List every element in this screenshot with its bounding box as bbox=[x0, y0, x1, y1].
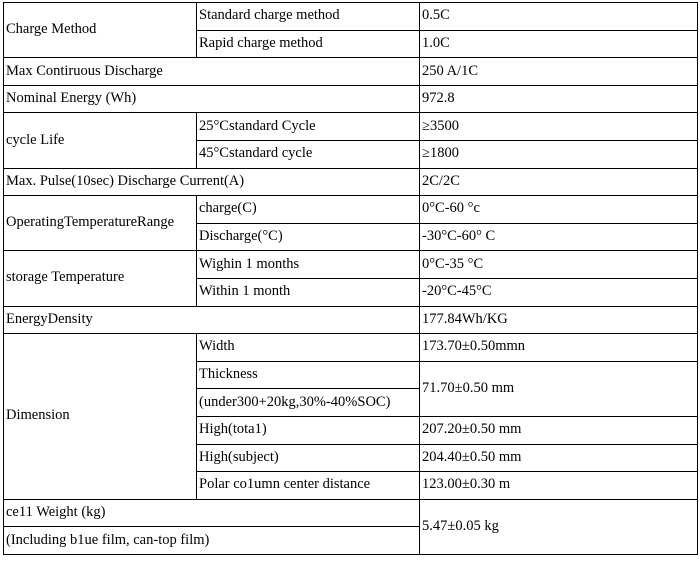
thickness-label: Thickness bbox=[197, 361, 420, 389]
standard-charge-value: 0.5C bbox=[420, 3, 698, 31]
high-subject-value: 204.40±0.50 mm bbox=[420, 444, 698, 472]
cell-weight-label: ce11 Weight (kg) bbox=[4, 499, 420, 527]
storage-row1-label: Wighin 1 months bbox=[197, 251, 420, 279]
table-row bbox=[4, 499, 698, 527]
rapid-charge-value: 1.0C bbox=[420, 30, 698, 58]
table-row bbox=[4, 334, 698, 362]
table-row bbox=[4, 113, 698, 141]
rapid-charge-label: Rapid charge method bbox=[197, 30, 420, 58]
high-subject-label: High(subject) bbox=[197, 444, 420, 472]
cell-weight-note: (Including b1ue film, can-top film) bbox=[4, 527, 420, 555]
operating-temp-label: OperatingTemperatureRange bbox=[4, 196, 197, 251]
thickness-note: (under300+20kg,30%-40%SOC) bbox=[197, 389, 420, 417]
operating-discharge-value: -30°C-60° C bbox=[420, 223, 698, 251]
width-value: 173.70±0.50mmn bbox=[420, 334, 698, 362]
storage-row1-value: 0°C-35 °C bbox=[420, 251, 698, 279]
polar-distance-value: 123.00±0.30 m bbox=[420, 472, 698, 500]
cycle-25c-value: ≥3500 bbox=[420, 113, 698, 141]
storage-row2-value: -20°C-45°C bbox=[420, 278, 698, 306]
width-label: Width bbox=[197, 334, 420, 362]
cycle-45c-value: ≥1800 bbox=[420, 140, 698, 168]
energy-density-label: EnergyDensity bbox=[4, 306, 420, 334]
table-row bbox=[4, 196, 698, 224]
cycle-45c-label: 45°Cstandard cycle bbox=[197, 140, 420, 168]
operating-charge-value: 0°C-60 °c bbox=[420, 196, 698, 224]
high-total-label: High(tota1) bbox=[197, 416, 420, 444]
table-row bbox=[4, 251, 698, 279]
max-discharge-value: 250 A/1C bbox=[420, 58, 698, 86]
table-row bbox=[4, 306, 698, 334]
max-pulse-label: Max. Pulse(10sec) Discharge Current(A) bbox=[4, 168, 420, 196]
storage-row2-label: Within 1 month bbox=[197, 278, 420, 306]
table-row bbox=[4, 168, 698, 196]
standard-charge-label: Standard charge method bbox=[197, 3, 420, 31]
cell-weight-value: 5.47±0.05 kg bbox=[420, 499, 698, 554]
operating-charge-label: charge(C) bbox=[197, 196, 420, 224]
table-row bbox=[4, 58, 698, 86]
polar-distance-label: Polar co1umn center distance bbox=[197, 472, 420, 500]
high-total-value: 207.20±0.50 mm bbox=[420, 416, 698, 444]
operating-discharge-label: Discharge(°C) bbox=[197, 223, 420, 251]
dimension-label: Dimension bbox=[4, 334, 197, 500]
nominal-energy-value: 972.8 bbox=[420, 85, 698, 113]
cycle-life-label: cycle Life bbox=[4, 113, 197, 168]
max-discharge-label: Max Contiruous Discharge bbox=[4, 58, 420, 86]
thickness-value: 71.70±0.50 mm bbox=[420, 361, 698, 416]
storage-temp-label: storage Temperature bbox=[4, 251, 197, 306]
max-pulse-value: 2C/2C bbox=[420, 168, 698, 196]
cycle-25c-label: 25°Cstandard Cycle bbox=[197, 113, 420, 141]
battery-spec-table bbox=[3, 2, 698, 555]
nominal-energy-label: Nominal Energy (Wh) bbox=[4, 85, 420, 113]
table-row bbox=[4, 3, 698, 31]
charge-method-label: Charge Method bbox=[4, 3, 197, 58]
table-row bbox=[4, 85, 698, 113]
energy-density-value: 177.84Wh/KG bbox=[420, 306, 698, 334]
